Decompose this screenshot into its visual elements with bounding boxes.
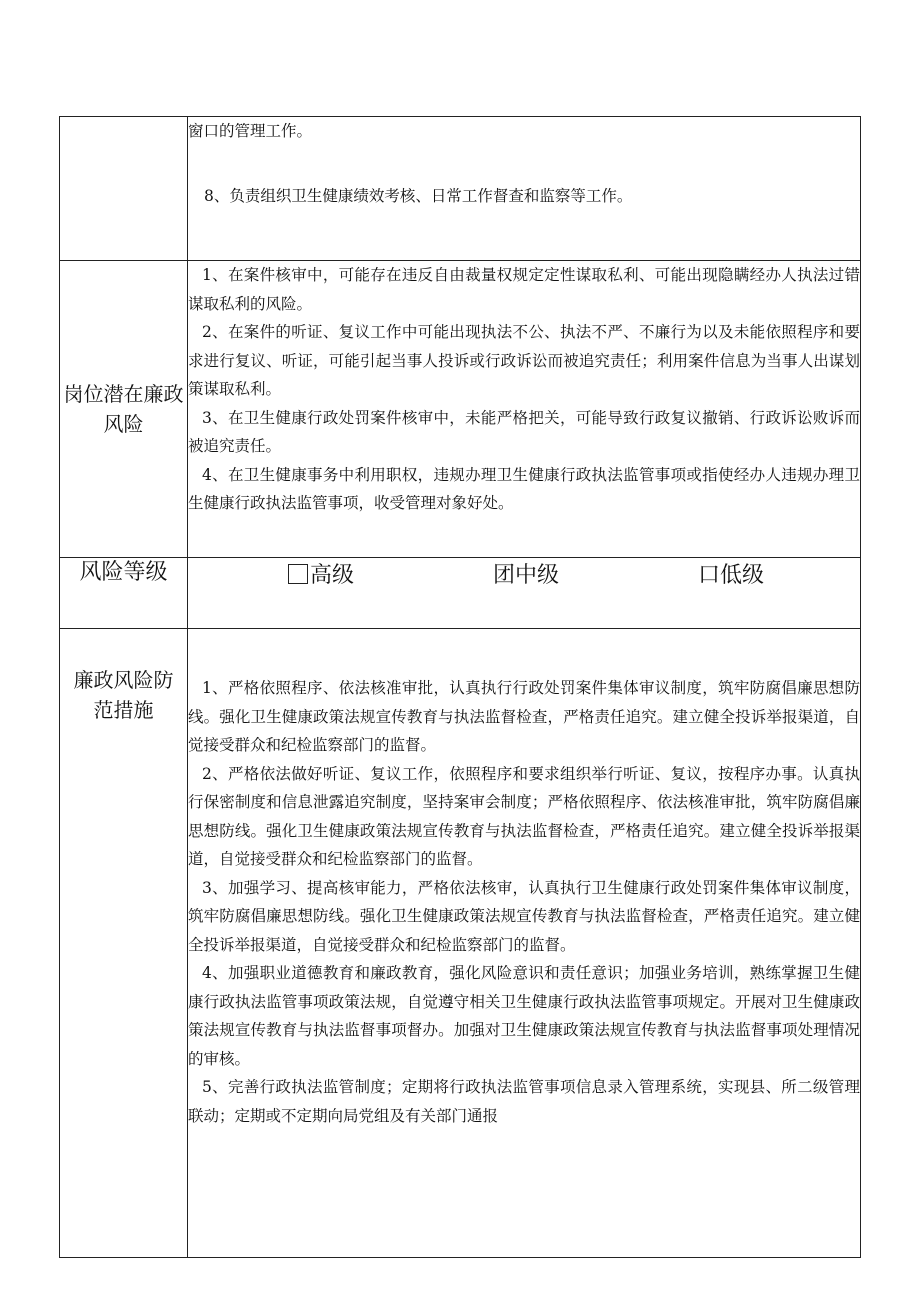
- table-row: [60, 558, 861, 629]
- duties-content: [188, 117, 861, 261]
- paragraph: 1、严格依照程序、依法核准审批，认真执行行政处罚案件集体审议制度，筑牢防腐倡廉思想防线。强化卫生健康政策法规宣传教育与执法监督检查，严格责任追究。建立健全投诉举报渠道，自觉接受群众和纪检监察部门的监督。: [188, 679, 860, 754]
- checkbox-icon: [288, 564, 308, 584]
- row-label: [60, 629, 188, 1258]
- table-row: [60, 261, 861, 558]
- table-row: [60, 629, 861, 1258]
- risk-level-label: 风险等级: [60, 558, 188, 629]
- paragraph: 2、在案件的听证、复议工作中可能出现执法不公、执法不严、不廉行为以及未能依照程序和要求进行复议、听证，可能引起当事人投诉或行政诉讼而被追究责任；利用案件信息为当事人出谋划策谋取私利。: [188, 323, 860, 398]
- paragraph: 5、完善行政执法监管制度；定期将行政执法监管事项信息录入管理系统，实现县、所二级管理联动；定期或不定期向局党组及有关部门通报: [188, 1078, 860, 1125]
- paragraph: 8、负责组织卫生健康绩效考核、日常工作督查和监察等工作。: [204, 186, 633, 205]
- paragraph: 3、在卫生健康行政处罚案件核审中，未能严格把关，可能导致行政复议撤销、行政诉讼败诉而被追究责任。: [188, 408, 860, 455]
- risk-content: [188, 261, 861, 558]
- row-label: [60, 261, 188, 558]
- risk-label: 岗位潜在廉政风险: [63, 382, 184, 436]
- level-high: [288, 558, 354, 589]
- level-medium: 团中级: [492, 563, 559, 588]
- risk-table: [59, 116, 861, 1258]
- measures-label: 廉政风险防范措施: [73, 668, 174, 722]
- paragraph: 1、在案件核审中，可能存在违反自由裁量权规定定性谋取私利、可能出现隐瞒经办人执法过错谋取私利的风险。: [188, 266, 860, 313]
- measures-content: [188, 629, 861, 1258]
- paragraph: 2、严格依法做好听证、复议工作，依照程序和要求组织举行听证、复议，按程序办事。认真执行保密制度和信息泄露追究制度，坚持案审会制度；严格依照程序、依法核准审批，筑牢防腐倡廉思想防线。强化卫生健康政策法规宣传教育与执法监督检查，严格责任追究。建立健全投诉举报渠道，自觉接受群众和纪检监察部门的监督。: [188, 764, 860, 868]
- level-high-label: 高级: [310, 563, 355, 588]
- paragraph: 4、加强职业道德教育和廉政教育，强化风险意识和责任意识；加强业务培训，熟练掌握卫生健康行政执法监管事项政策法规，自觉遵守相关卫生健康行政执法监管事项规定。开展对卫生健康政策法规宣传教育与执法监督事项督办。加强对卫生健康政策法规宣传教育与执法监督事项处理情况的审核。: [188, 964, 860, 1068]
- table-row: [60, 117, 861, 261]
- paragraph: 3、加强学习、提高核审能力，严格依法核审，认真执行卫生健康行政处罚案件集体审议制度，筑牢防腐倡廉思想防线。强化卫生健康政策法规宣传教育与执法监督检查，严格责任追究。建立健全投诉举报渠道，自觉接受群众和纪检监察部门的监督。: [188, 878, 860, 954]
- risk-level-options: [188, 558, 861, 629]
- paragraph: 4、在卫生健康事务中利用职权，违规办理卫生健康行政执法监管事项或指使经办人违规办理卫生健康行政执法监管事项，收受管理对象好处。: [188, 465, 860, 512]
- paragraph: 窗口的管理工作。: [188, 122, 313, 140]
- row-label: [60, 117, 188, 261]
- level-low: 口低级: [697, 563, 764, 588]
